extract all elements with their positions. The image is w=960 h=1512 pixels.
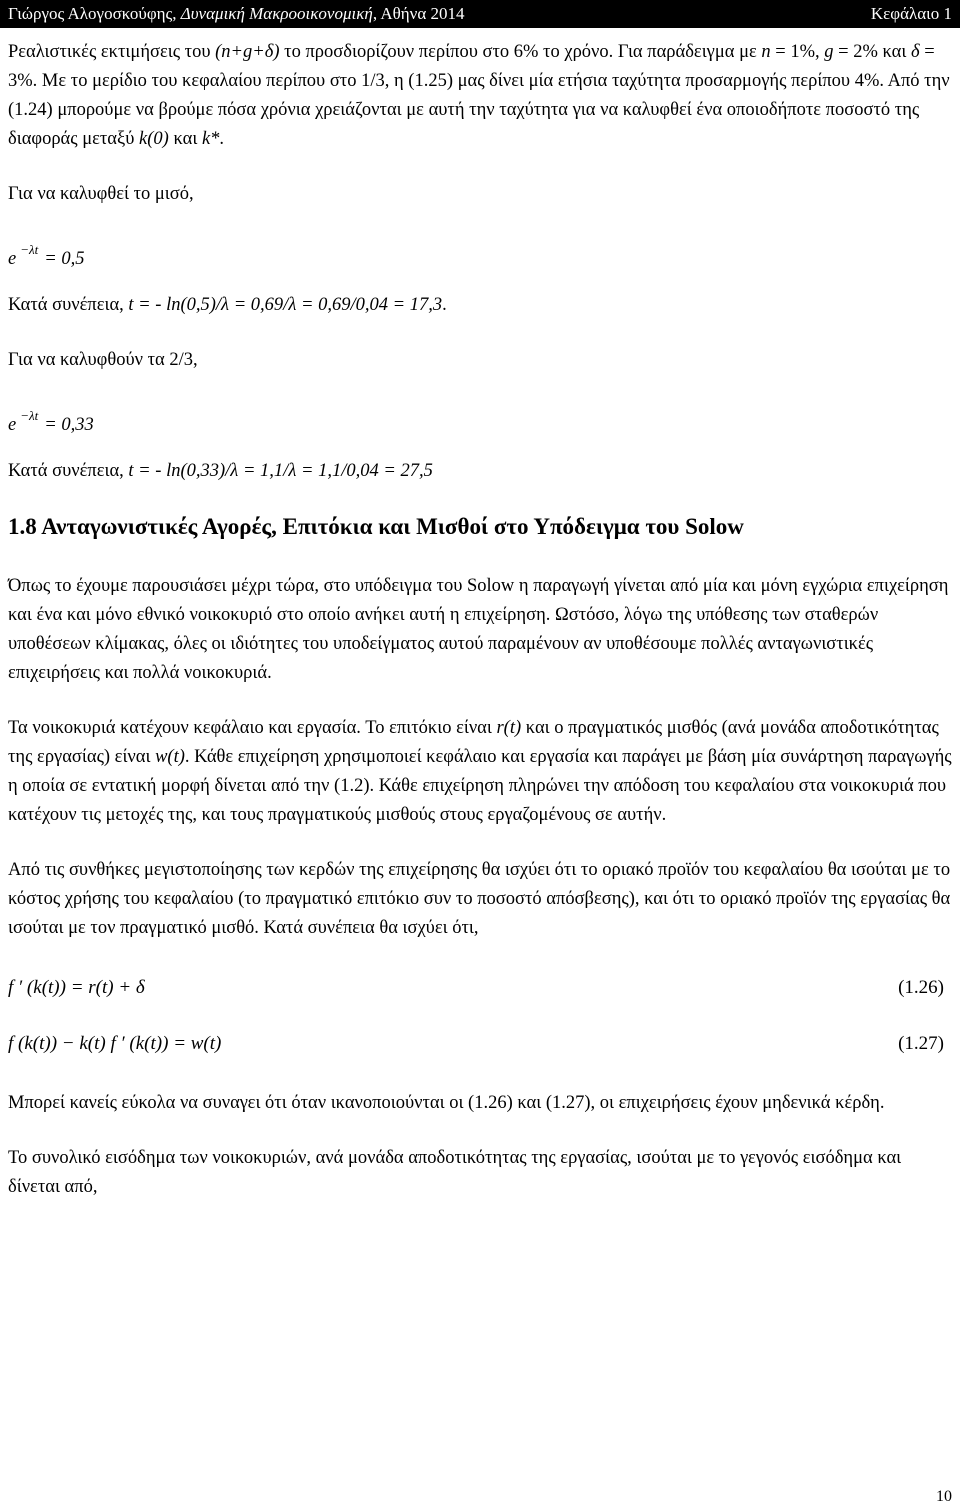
math-run: g	[824, 42, 834, 62]
header-left	[8, 0, 465, 28]
math-run: k(0)	[139, 129, 169, 149]
header-chapter: Κεφάλαιο 1	[870, 4, 952, 23]
exp-rhs: = 0,33	[44, 415, 94, 435]
text-run: Τα νοικοκυριά κατέχουν κεφάλαιο και εργασία. Το επιτόκιο είναι	[8, 718, 497, 738]
exp-power: −λt	[20, 408, 39, 423]
header-book-title: Δυναμική Μακροοικονομική	[180, 4, 373, 23]
paragraph-solow-intro: Όπως το έχουμε παρουσιάσει μέχρι τώρα, στο υπόδειγμα του Solow η παραγωγή γίνεται από μία και μόνη εγχώρια επιχείρηση και ένα και μόνο εθνικό νοικοκυριό στο οποίο ανήκει αυτή η επιχείρηση. Ωστόσο, λόγω της υπόθεσης των σταθερών υποθέσεων κλίμακας, όλες οι ιδιότητες του υποδείγματος αυτού παραμένουν αν υποθέσουμε πολλές ανταγωνιστικές επιχειρήσεις και πολλά νοικοκυριά.	[8, 576, 949, 683]
half-equation	[8, 235, 952, 269]
paragraph-households	[8, 714, 952, 830]
text-run: Κατά συνέπεια,	[8, 295, 129, 315]
text-run: .	[442, 295, 447, 315]
two-thirds-intro: Για να καλυφθούν τα 2/3,	[8, 350, 198, 370]
equation-expression: f (k(t)) − k(t) f ′ (k(t)) = w(t)	[8, 1033, 222, 1054]
equation-number: (1.26)	[898, 977, 944, 998]
math-run: δ	[910, 42, 920, 62]
page-number: 10	[936, 1488, 952, 1505]
text-run: Ρεαλιστικές εκτιμήσεις του	[8, 42, 216, 62]
paragraph-estimates	[8, 38, 952, 154]
half-intro: Για να καλυφθεί το μισό,	[8, 184, 194, 204]
math-run: n	[761, 42, 771, 62]
section-title: 1.8 Ανταγωνιστικές Αγορές, Επιτόκια και Μισθοί στο Υπόδειγμα του Solow	[8, 514, 744, 539]
exp-power: −λt	[20, 242, 39, 257]
equation-1-27	[8, 1029, 952, 1059]
text-run: και	[168, 129, 202, 149]
math-run: (n+g+δ)	[215, 42, 280, 62]
paragraph-profit-max: Από τις συνθήκες μεγιστοποίησης των κερδών της επιχείρησης θα ισχύει ότι το οριακό προϊόν του κεφαλαίου θα ισούται με το κόστος χρήσης του κεφαλαίου (το πραγματικό επιτόκιο συν το ποσοστό απόσβεσης), και ότι το οριακό προϊόν της εργασίας θα ισούται με τον πραγματικό μισθό. Κατά συνέπεια θα ισχύει ότι,	[8, 860, 951, 938]
text-run: το προσδιορίζουν περίπου στο 6% το χρόνο. Για παράδειγμα με	[279, 42, 762, 62]
paragraph-total-income: Το συνολικό εισόδημα των νοικοκυριών, ανά μονάδα αποδοτικότητας της εργασίας, ισούται με το γεγονός εισόδημα και δίνεται από,	[8, 1148, 902, 1197]
math-run: w(t)	[155, 747, 185, 767]
header-place-year: , Αθήνα 2014	[372, 4, 465, 23]
exp-rhs: = 0,5	[44, 249, 85, 269]
two-thirds-result	[8, 457, 952, 486]
math-run: t = - ln(0,5)/λ = 0,69/λ = 0,69/0,04 = 17,3	[128, 295, 443, 315]
two-thirds-equation	[8, 401, 952, 435]
equation-number: (1.27)	[898, 1033, 944, 1054]
text-run: = 2% και	[833, 42, 911, 62]
exp-base: e	[8, 249, 17, 269]
page-content	[8, 38, 952, 1202]
text-run: Κατά συνέπεια,	[8, 461, 129, 481]
running-header	[0, 0, 960, 28]
paragraph-zero-profits: Μπορεί κανείς εύκολα να συναγει ότι όταν ικανοποιούνται οι (1.26) και (1.27), οι επιχειρήσεις έχουν μηδενικά κέρδη.	[8, 1093, 885, 1113]
equation-expression: f ′ (k(t)) = r(t) + δ	[8, 977, 145, 998]
exp-base: e	[8, 415, 17, 435]
text-run: .	[219, 129, 225, 149]
equation-1-26	[8, 973, 952, 1003]
math-run: t = - ln(0,33)/λ = 1,1/λ = 1,1/0,04 = 27,5	[128, 461, 433, 481]
math-run: r(t)	[496, 718, 522, 738]
math-run: k*	[201, 129, 220, 149]
half-result	[8, 291, 952, 320]
text-run: . Κάθε επιχείρηση χρησιμοποιεί κεφάλαιο και εργασία και παράγει με βάση μία συνάρτηση παραγωγής η οποία σε εντατική μορφή δίνεται από την (1.2). Κάθε επιχείρηση πληρώνει την απόδοση του κεφαλαίου στα νοικοκυριά που κατέχουν τις μετοχές της, και τους πραγματικούς μισθούς στους εργαζομένους σε αυτήν.	[8, 747, 952, 825]
text-run: = 3%. Με το μερίδιο του κεφαλαίου περίπου στο 1/3, η (1.25) μας δίνει μία ετήσια ταχύτητα προσαρμογής περίπου 4%. Από την (1.24) μπορούμε να βρούμε πόσα χρόνια χρειάζονται με αυτή την ταχύτητα για να καλυφθεί ένα οποιοδήποτε ποσοστό της διαφοράς μεταξύ	[8, 42, 950, 149]
text-run: = 1%,	[770, 42, 825, 62]
text-run: και ο πραγματικός μισθός (ανά μονάδα αποδοτικότητας της εργασίας) είναι	[8, 718, 939, 767]
header-author: Γιώργος Αλογοσκούφης,	[8, 4, 181, 23]
